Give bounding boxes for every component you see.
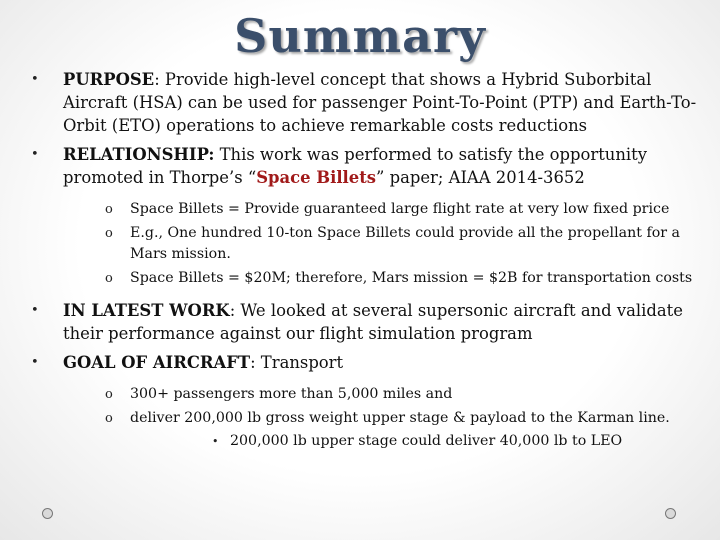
decorative-dot-icon [42, 508, 53, 519]
sub-bullet-list [63, 199, 708, 289]
bullet-purpose [28, 68, 708, 137]
sub-bullet-item [63, 384, 708, 405]
sub-sub-bullet-text: 200,000 lb upper stage could deliver 40,000 lb to LEO [230, 433, 623, 449]
sub-bullet-icon: o [105, 387, 113, 402]
sub-sub-bullet-list [130, 431, 708, 452]
bullet-label: RELATIONSHIP: [63, 145, 215, 164]
sub-bullet-text: Space Billets = $20M; therefore, Mars mission = $2B for transportation costs [130, 270, 693, 286]
bullet-goal [28, 351, 708, 452]
bullet-text: : We looked at several supersonic aircraft and validate their performance against our flight simulation program [63, 301, 683, 343]
bullet-label: GOAL OF AIRCRAFT [63, 353, 251, 372]
sub-sub-bullet-item [130, 431, 708, 452]
sub-bullet-icon: o [105, 271, 113, 286]
sub-bullet-text: Space Billets = Provide guaranteed large flight rate at very low fixed price [130, 201, 670, 217]
bullet-label: PURPOSE [63, 70, 155, 89]
sub-bullet-list [63, 384, 708, 452]
decorative-dot-icon [665, 508, 676, 519]
sub-sub-bullet-icon: • [212, 435, 219, 448]
sub-bullet-text: E.g., One hundred 10-ton Space Billets could provide all the propellant for a Mars mission. [130, 225, 680, 262]
slide-content [28, 68, 708, 462]
sub-bullet-text: 300+ passengers more than 5,000 miles and [130, 386, 453, 402]
slide-title: Summary [234, 9, 486, 63]
bullet-text: : Provide high-level concept that shows a Hybrid Suborbital Aircraft (HSA) can be used for passenger Point-To-Point (PTP) and Earth-To-Orbit (ETO) operations to achieve remarkable costs reductions [63, 70, 697, 135]
sub-bullet-item [63, 268, 708, 289]
bullet-text-after: ” paper; AIAA 2014-3652 [376, 168, 585, 187]
bullet-latest-work [28, 299, 708, 345]
bullet-text: : Transport [250, 353, 344, 372]
sub-bullet-icon: o [105, 202, 113, 217]
bullet-relationship [28, 143, 708, 289]
sub-bullet-item [63, 199, 708, 220]
bullet-list [28, 68, 708, 452]
bullet-icon: • [31, 355, 39, 370]
bullet-icon: • [31, 147, 39, 162]
sub-bullet-icon: o [105, 411, 113, 426]
sub-bullet-item [63, 408, 708, 452]
bullet-icon: • [31, 303, 39, 318]
bullet-text: This work was performed to satisfy the opportunity promoted in Thorpe’s “ [63, 145, 647, 187]
sub-bullet-icon: o [105, 226, 113, 241]
bullet-icon: • [31, 72, 39, 87]
highlight-text: Space Billets [256, 168, 376, 187]
bullet-label: IN LATEST WORK [63, 301, 230, 320]
sub-bullet-text: deliver 200,000 lb gross weight upper stage & payload to the Karman line. [130, 410, 670, 426]
sub-bullet-item [63, 223, 708, 265]
